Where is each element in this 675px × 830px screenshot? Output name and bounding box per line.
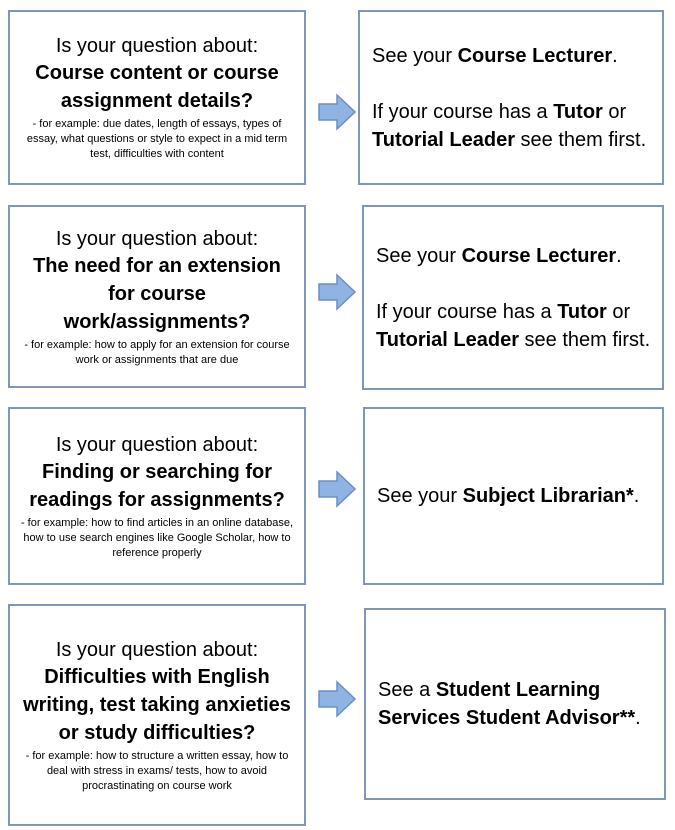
question-topic xyxy=(18,252,296,336)
question-topic xyxy=(18,458,296,514)
question-example: - for example: how to structure a written essay, how to deal with stress in exams/ tests, how to avoid procrastinating on course work xyxy=(25,749,289,792)
answer-line: See your Course Lecturer. xyxy=(372,44,618,67)
question-example: - for example: how to apply for an extension for course work or assignments that are due xyxy=(24,338,290,366)
right-arrow-icon xyxy=(318,470,356,508)
answer-box-1 xyxy=(358,10,664,185)
topic-part: Course content xyxy=(35,62,182,84)
question-box-1 xyxy=(8,10,306,185)
question-topic xyxy=(18,663,296,747)
answer-box-3 xyxy=(363,407,664,585)
question-box-2 xyxy=(8,205,306,388)
right-arrow-icon xyxy=(318,93,356,131)
answer-line: If your course has a Tutor or Tutorial Leader see them first. xyxy=(376,300,651,351)
question-intro: Is your question about: xyxy=(55,35,259,57)
question-intro: Is your question about: xyxy=(55,638,259,661)
topic-part: Difficulties with English writing, test taking anxieties or study difficulties? xyxy=(23,665,291,744)
question-example: - for example: due dates, length of essays, types of essay, what questions or style to expect in a mid term test, difficulties with content xyxy=(26,118,288,160)
question-example: - for example: how to find articles in an online database, how to use search engines like Google Scholar, how to reference properly xyxy=(20,516,294,559)
question-box-3 xyxy=(8,407,306,585)
answer-box-2 xyxy=(362,205,664,390)
answer-box-4 xyxy=(364,608,666,800)
question-topic xyxy=(18,59,296,115)
right-arrow-icon xyxy=(318,273,356,311)
question-box-4 xyxy=(8,604,306,826)
answer-line: If your course has a Tutor or Tutorial Leader see them first. xyxy=(372,100,647,151)
topic-part: or xyxy=(181,62,214,84)
question-intro: Is your question about: xyxy=(55,433,259,456)
answer-line: See your Subject Librarian*. xyxy=(377,485,640,507)
right-arrow-icon xyxy=(318,680,356,718)
answer-line: See your Course Lecturer. xyxy=(376,244,622,267)
question-intro: Is your question about: xyxy=(55,227,259,250)
topic-part: course assignment details? xyxy=(60,62,279,112)
answer-line: See a Student Learning Services Student Advisor**. xyxy=(378,679,641,729)
topic-part: The need for an extension for course work/assignments? xyxy=(33,254,281,333)
topic-part: Finding or searching for readings for assignments? xyxy=(29,460,285,511)
